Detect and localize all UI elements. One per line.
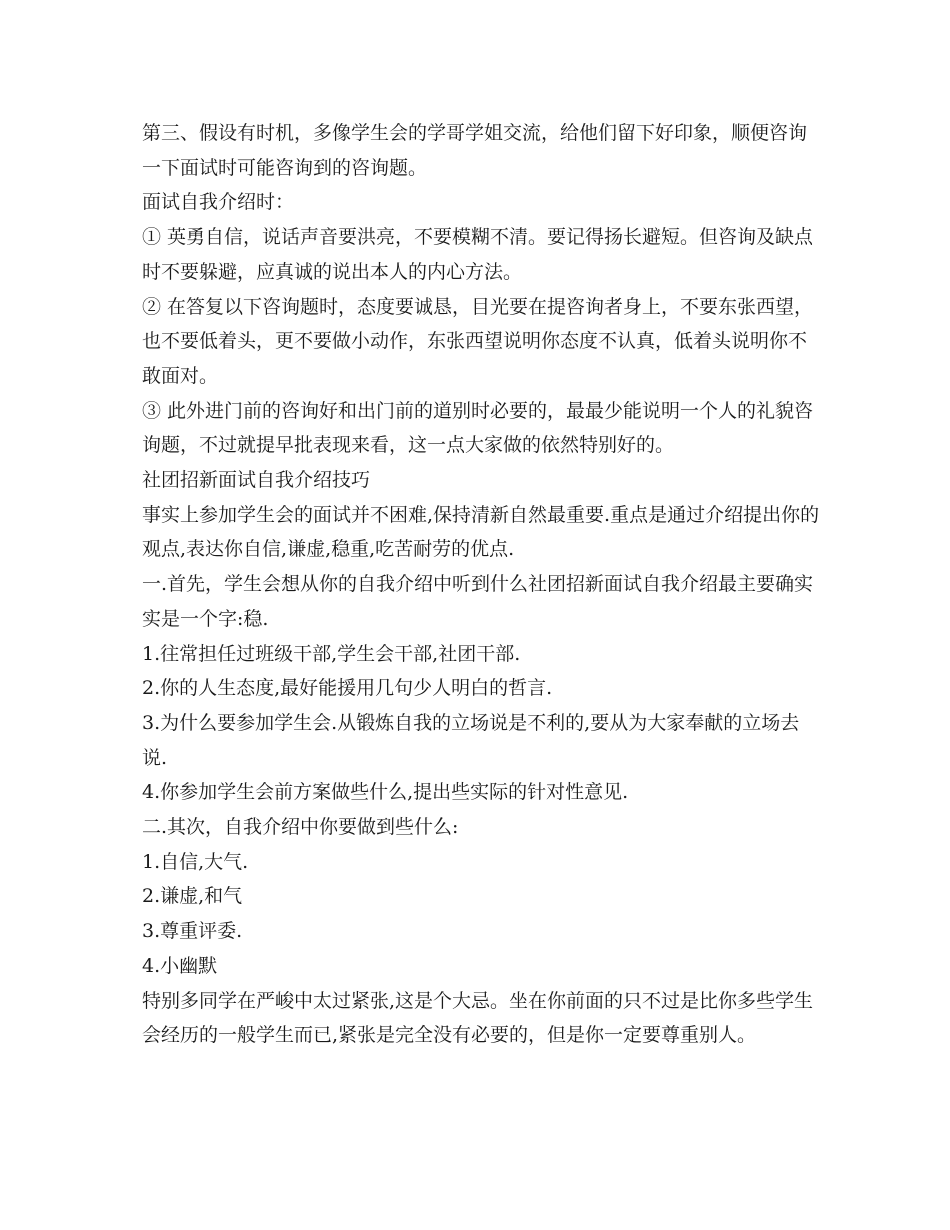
paragraph-closing: 特别多同学在严峻中太过紧张,这是个大忌。坐在你前面的只不过是比你多些学生会经历的一般学生而已,紧张是完全没有必要的，但是你一定要尊重别人。 (142, 989, 814, 1047)
list-item: 1.往常担任过班级干部,学生会干部,社团干部. (142, 642, 521, 665)
list-item: 2.你的人生态度,最好能援用几句少人明白的哲言. (142, 677, 553, 700)
heading-first: 一.首先，学生会想从你的自我介绍中听到什么社团招新面试自我介绍最主要确实实是一个字:稳. (142, 573, 814, 630)
paragraph-point-3: ③ 此外进门前的咨询好和出门前的道别时必要的，最最少能说明一个人的礼貌咨询题，不过就提早批表现来看，这一点大家做的依然特别好的。 (142, 399, 814, 457)
list-item: 3.尊重评委. (142, 920, 243, 943)
heading-self-intro: 面试自我介绍时： (142, 191, 295, 214)
list-item: 4.你参加学生会前方案做些什么,提出些实际的针对性意见. (142, 781, 629, 804)
list-item: 4.小幽默 (142, 954, 218, 977)
paragraph-intro-tips: 事实上参加学生会的面试并不困难,保持清新自然最重要.重点是通过介绍提出你的观点,表达你自信,谦虚,稳重,吃苦耐劳的优点. (142, 503, 820, 561)
paragraph-point-1: ① 英勇自信，说话声音要洪亮，不要模糊不清。要记得扬长避短。但咨询及缺点时不要躲避，应真诚的说出本人的内心方法。 (142, 226, 814, 283)
paragraph-point-2: ② 在答复以下咨询题时，态度要诚恳，目光要在提咨询者身上，不要东张西望，也不要低着头，更不要做小动作，东张西望说明你态度不认真，低着头说明你不敢面对。 (142, 295, 814, 387)
section-title-tips: 社团招新面试自我介绍技巧 (142, 469, 371, 492)
document-body (142, 116, 822, 1053)
list-item: 1.自信,大气. (142, 850, 249, 873)
heading-second: 二.其次，自我介绍中你要做到些什么: (142, 816, 459, 839)
list-item: 3.为什么要参加学生会.从锻炼自我的立场说是不利的,要从为大家奉献的立场去说. (142, 711, 800, 769)
list-item: 2.谦虚,和气 (142, 885, 243, 908)
paragraph-opportunity: 第三、假设有时机，多像学生会的学哥学姐交流，给他们留下好印象，顺便咨询一下面试时可能咨询到的咨询题。 (142, 122, 808, 179)
